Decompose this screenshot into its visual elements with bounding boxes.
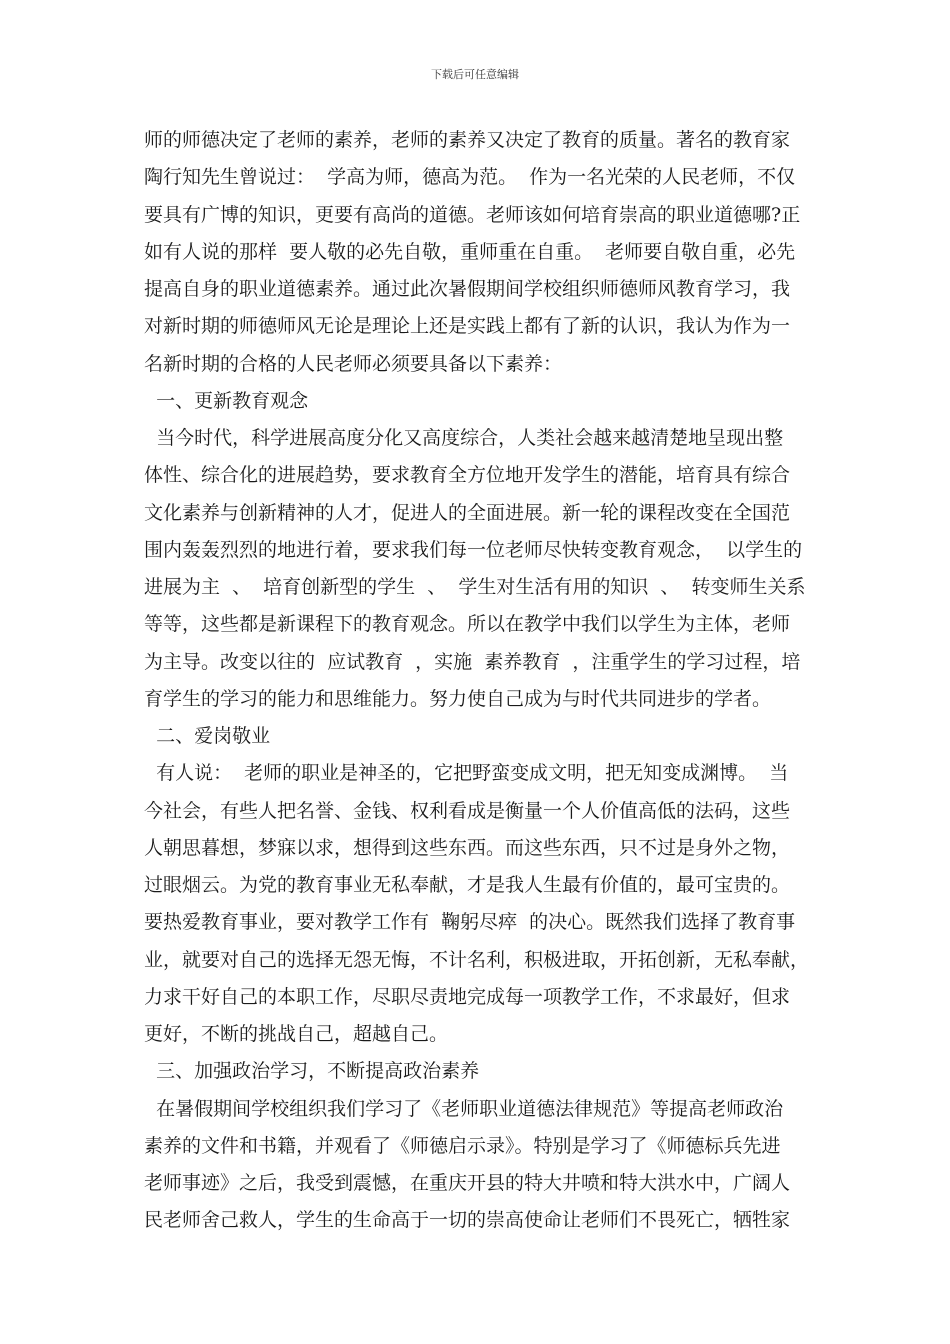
text-line: 体性、综合化的进展趋势，要求教育全方位地开发学生的潜能，培育具有综合 — [144, 464, 791, 487]
text-line: 业，就要对自己的选择无怨无悔，不计名利，积极进取，开拓创新，无私奉献， — [144, 948, 810, 971]
text-line: 为主导。改变以往的 应试教育 ，实施 素养教育 ，注重学生的学习过程，培 — [144, 650, 801, 673]
text-line: 文化素养与创新精神的人才，促进人的全面进展。新一轮的课程改变在全国范 — [144, 501, 791, 524]
text-line: 进展为主 、 培育创新型的学生 、 学生对生活有用的知识 、 转变师生关系 — [144, 576, 806, 598]
text-line: 围内轰轰烈烈的地进行着，要求我们每一位老师尽快转变教育观念， 以学生的 — [144, 538, 803, 561]
text-line: 更好，不断的挑战自己，超越自己。 — [144, 1023, 449, 1045]
text-line: 对新时期的师德师风无论是理论上还是实践上都有了新的认识，我认为作为一 — [144, 315, 791, 338]
text-line: 育学生的学习的能力和思维能力。努力使自己成为与时代共同进步的学者。 — [144, 687, 772, 710]
text-line: 素养的文件和书籍，并观看了《师德启示录》。特别是学习了《师德标兵先进 — [144, 1134, 781, 1157]
document-body — [144, 122, 824, 1240]
text-line: 当今时代，科学进展高度分化又高度综合，人类社会越来越清楚地呈现出整 — [144, 427, 784, 449]
page-header: 下载后可任意编辑 — [431, 68, 519, 81]
text-line: 有人说： 老师的职业是神圣的，它把野蛮变成文明，把无知变成渊博。 当 — [144, 762, 789, 785]
text-line: 力求干好自己的本职工作，尽职尽责地完成每一项教学工作，不求最好，但求 — [144, 985, 791, 1008]
text-line: 要具有广博的知识，更要有高尚的道德。老师该如何培育崇高的职业道德哪?正 — [144, 203, 801, 226]
text-line: 师的师德决定了老师的素养，老师的素养又决定了教育的质量。著名的教育家 — [144, 129, 791, 151]
text-line: 名新时期的合格的人民老师必须要具备以下素养： — [144, 352, 563, 375]
text-line: 要热爱教育事业，要对教学工作有 鞠躬尽瘁 的决心。既然我们选择了教育事 — [144, 911, 796, 934]
text-line: 老师事迹》之后，我受到震憾，在重庆开县的特大井喷和特大洪水中，广阔人 — [144, 1172, 791, 1194]
text-line: 等等，这些都是新课程下的教育观念。所以在教学中我们以学生为主体，老师 — [144, 613, 791, 636]
section-heading-2: 二、爱岗敬业 — [144, 725, 271, 747]
text-line: 陶行知先生曾说过： 学高为师，德高为范。 作为一名光荣的人民老师，不仅 — [144, 166, 796, 189]
text-line: 民老师舍己救人，学生的生命高于一切的崇高使命让老师们不畏死亡，牺牲家 — [144, 1209, 791, 1232]
text-line: 提高自身的职业道德素养。通过此次暑假期间学校组织师德师风教育学习，我 — [144, 278, 791, 300]
text-line: 过眼烟云。为党的教育事业无私奉献，才是我人生最有价值的，最可宝贵的。 — [144, 874, 791, 896]
text-line: 今社会，有些人把名誉、金钱、权利看成是衡量一个人价值高低的法码，这些 — [144, 799, 791, 822]
text-line: 如有人说的那样 要人敬的必先自敬，重师重在自重。 老师要自敬自重，必先 — [144, 240, 796, 263]
section-heading-1: 一、更新教育观念 — [144, 389, 309, 412]
text-line: 人朝思暮想，梦寐以求，想得到这些东西。而这些东西，只不过是身外之物， — [144, 836, 791, 859]
text-line: 在暑假期间学校组织我们学习了《老师职业道德法律规范》等提高老师政治 — [144, 1097, 784, 1120]
section-heading-3: 三、加强政治学习，不断提高政治素养 — [144, 1060, 480, 1083]
